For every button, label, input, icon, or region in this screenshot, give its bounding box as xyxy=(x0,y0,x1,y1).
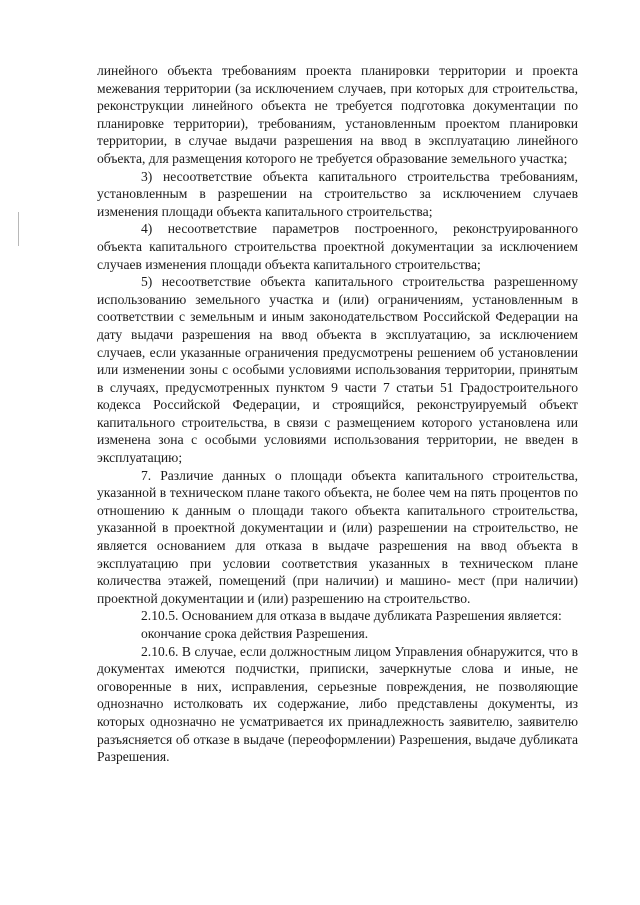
paragraph-2-10-6: 2.10.6. В случае, если должностным лицом Управления обнаружится, что в документах имеются подчистки, приписки, зачеркнутые слова и иные, не оговоренные в них, исправления, серьезные повреждения, не позволяющие однозначно истолковать их содержание, либо представлены документы, из которых однозначно не усматривается их принадлежность заявителю, заявителю разъясняется об отказе в выдаче (переоформлении) Разрешения, выдаче дубликата Разрешения. xyxy=(97,643,578,765)
paragraph-2-10-5: 2.10.5. Основанием для отказа в выдаче дубликата Разрешения является: xyxy=(141,608,562,624)
paragraph-expiry: окончание срока действия Разрешения. xyxy=(141,626,369,641)
paragraph-item-4: 4) несоответствие параметров построенного, реконструированного объекта капитального строительства проектной документации за исключением случаев изменения площади объекта капитального строительства; xyxy=(97,221,578,272)
paragraph-continuation: линейного объекта требованиям проекта планировки территории и проекта межевания территории (за исключением случаев, при которых для строительства, реконструкции линейного объекта не требуется подготовка документации по планировке территории), требованиям, установленным проектом планировки территории, в случае выдачи разрешения на ввод в эксплуатацию линейного объекта, для размещения которого не требуется образование земельного участка; xyxy=(97,63,578,166)
margin-mark xyxy=(18,212,19,246)
paragraph-item-7: 7. Различие данных о площади объекта капитального строительства, указанной в техническом плане такого объекта, не более чем на пять процентов по отношению к данным о площади такого объекта капитального строительства, указанной в проектной документации и (или) разрешении на строительство, не является основанием для отказа в выдаче разрешения на ввод объекта в эксплуатацию при условии соответствия указанных в техническом плане количества этажей, помещений (при наличии) и машино- мест (при наличии) проектной документации и (или) разрешению на строительство. xyxy=(97,467,578,606)
paragraph-item-3: 3) несоответствие объекта капитального строительства требованиям, установленным в разрешении на строительство за исключением случаев изменения площади объекта капитального строительства; xyxy=(97,168,578,219)
document-body xyxy=(97,62,578,766)
paragraph-item-5: 5) несоответствие объекта капитального строительства разрешенному использованию земельного участка и (или) ограничениям, установленным в соответствии с земельным и иным законодательством Российской Федерации на дату выдачи разрешения на ввод объекта в эксплуатацию, за исключением случаев, если указанные ограничения предусмотрены решением об установлении или изменении зоны с особыми условиями использования территории, принятым в случаях, предусмотренных пунктом 9 части 7 статьи 51 Градостроительного кодекса Российской Федерации, и строящийся, реконструируемый объект капитального строительства, в связи с размещением которого установлена или изменена зона с особыми условиями использования территории, не введен в эксплуатацию; xyxy=(97,274,578,466)
